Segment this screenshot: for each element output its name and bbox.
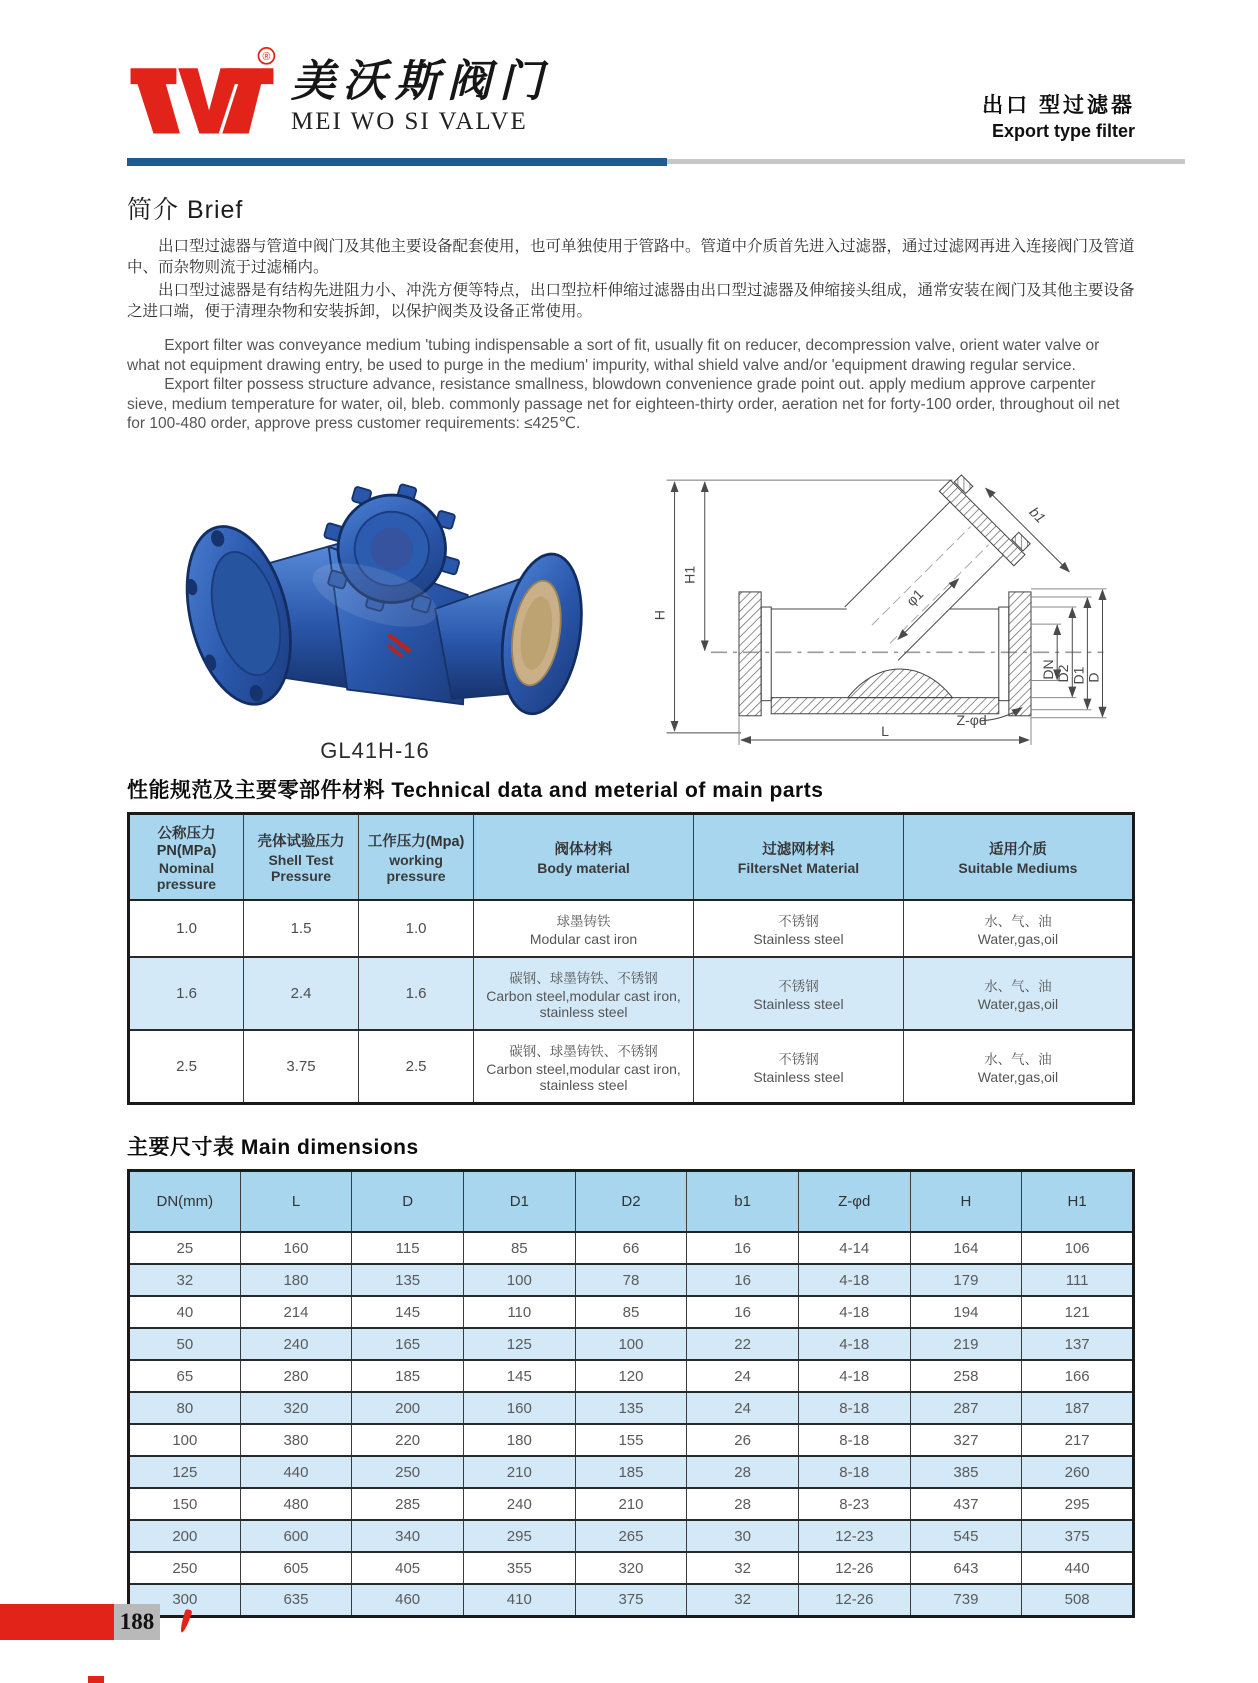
cell: 635 [240, 1584, 352, 1616]
cell: 4-14 [798, 1232, 910, 1264]
cell-text-cn: 水、气、油 [984, 978, 1052, 994]
brief-en-paragraph: Export filter possess structure advance, resistance smallness, blowdown convenience grade point out. apply medium approve carpenter sieve, medium temperature for water, oil, bleb. commonly passage net for eighteen-thirty order, aeration net for forty-100 order, throughout oil net for 100-480 order, approve press customer requirements: ≤425℃. [127, 376, 1120, 432]
dims-table-head-row [129, 1170, 1134, 1232]
table-row [129, 1488, 1134, 1520]
column-header-cn: 适用介质 [988, 841, 1047, 858]
cell: 100 [575, 1328, 687, 1360]
table-row [129, 1328, 1134, 1360]
cell: 40 [129, 1296, 241, 1328]
column-header-cn: 工作压力(Mpa) [367, 833, 465, 850]
dim-label-h: H [651, 609, 668, 620]
cell-text-en: Water,gas,oil [977, 930, 1059, 947]
product-photo-figure [127, 456, 623, 764]
column-header: H [910, 1170, 1022, 1232]
cell: 327 [910, 1424, 1022, 1456]
product-title-en: Export type filter [991, 121, 1135, 141]
cell: 65 [129, 1360, 241, 1392]
cell: 78 [575, 1264, 687, 1296]
page-title [982, 89, 1135, 148]
cell: 545 [910, 1520, 1022, 1552]
cell: 160 [240, 1232, 352, 1264]
cell: 22 [687, 1328, 799, 1360]
table-row [129, 1392, 1134, 1424]
product-title-cn: 出口 型过滤器 [982, 94, 1135, 117]
dims-table-body [129, 1232, 1134, 1616]
cell: 508 [1022, 1584, 1134, 1616]
cell: 1.5 [244, 900, 359, 957]
cell: 340 [352, 1520, 464, 1552]
cell: 300 [129, 1584, 241, 1616]
product-photo [140, 456, 610, 734]
cell: 1.0 [129, 900, 244, 957]
cell: 375 [1022, 1520, 1134, 1552]
divider-blue-segment [127, 158, 667, 166]
column-header: L [240, 1170, 352, 1232]
cell-text-en: Carbon steel,modular cast iron, stainless steel [486, 987, 681, 1020]
cell: 137 [1022, 1328, 1134, 1360]
cell: 605 [240, 1552, 352, 1584]
tech-table-wrap [0, 804, 1258, 1105]
cell-text-cn: 碳钢、球墨铸铁、不锈钢 [509, 970, 658, 986]
column-header-cn: 阀体材料 [554, 841, 613, 858]
cell: 12-23 [798, 1520, 910, 1552]
cell: 220 [352, 1424, 464, 1456]
cell: 200 [129, 1520, 241, 1552]
cell [903, 957, 1133, 1030]
cell: 16 [687, 1264, 799, 1296]
cell: 1.0 [359, 900, 474, 957]
cell: 440 [1022, 1552, 1134, 1584]
column-header-en: Suitable Mediums [958, 859, 1078, 876]
brief-english-text [127, 336, 1135, 434]
cell: 219 [910, 1328, 1022, 1360]
cell: 160 [463, 1392, 575, 1424]
cell: 285 [352, 1488, 464, 1520]
cell-text-cn: 碳钢、球墨铸铁、不锈钢 [509, 1043, 658, 1059]
cell [694, 900, 904, 957]
cell: 28 [687, 1488, 799, 1520]
product-model-caption: GL41H-16 [320, 737, 430, 763]
main-dimensions-table [127, 1169, 1135, 1618]
cell: 1.6 [129, 957, 244, 1030]
column-header [244, 813, 359, 900]
cell: 217 [1022, 1424, 1134, 1456]
cell: 210 [463, 1456, 575, 1488]
cell: 460 [352, 1584, 464, 1616]
cell: 16 [687, 1232, 799, 1264]
table-row [129, 1232, 1134, 1264]
cell: 145 [352, 1296, 464, 1328]
cell-text-en: Carbon steel,modular cast iron, stainless steel [486, 1060, 681, 1093]
dim-label-dn: DN [1040, 658, 1057, 680]
cell-text-en: Stainless steel [753, 995, 844, 1012]
cell: 85 [463, 1232, 575, 1264]
column-header: D1 [463, 1170, 575, 1232]
cell: 25 [129, 1232, 241, 1264]
cell: 2.4 [244, 957, 359, 1030]
cell: 194 [910, 1296, 1022, 1328]
cell-text-en: Stainless steel [753, 930, 844, 947]
cell: 16 [687, 1296, 799, 1328]
cell: 8-18 [798, 1424, 910, 1456]
cell: 85 [575, 1296, 687, 1328]
cell-text-en: Water,gas,oil [977, 1068, 1059, 1085]
cell [903, 900, 1133, 957]
cell: 265 [575, 1520, 687, 1552]
tech-table-head-row [129, 813, 1134, 900]
cell: 240 [240, 1328, 352, 1360]
cell: 1.6 [359, 957, 474, 1030]
column-header-cn: 公称压力PN(MPa) [156, 825, 217, 859]
cell: 4-18 [798, 1360, 910, 1392]
table-row [129, 1424, 1134, 1456]
cell: 8-23 [798, 1488, 910, 1520]
brand-logo-mark-icon [127, 44, 277, 148]
cell: 260 [1022, 1456, 1134, 1488]
tech-data-table [127, 812, 1135, 1105]
table-row [129, 1520, 1134, 1552]
cell: 150 [129, 1488, 241, 1520]
cell: 110 [463, 1296, 575, 1328]
cell: 3.75 [244, 1030, 359, 1104]
cell: 125 [129, 1456, 241, 1488]
cell: 355 [463, 1552, 575, 1584]
column-header-cn: 过滤网材料 [762, 841, 835, 858]
cell: 2.5 [129, 1030, 244, 1104]
footer-red-bar [0, 1604, 114, 1640]
cell: 375 [575, 1584, 687, 1616]
brief-en-paragraph: Export filter was conveyance medium 'tubing indispensable a sort of fit, usually fit on reducer, decompression valve, orient water valve or what not equipment drawing entry, be used to purge in the medium' impurity, withal shield valve and/or 'equipment drawing regular service. [127, 337, 1100, 374]
dims-table-wrap [0, 1161, 1258, 1618]
table-row [129, 1584, 1134, 1616]
cell [694, 957, 904, 1030]
cell: 440 [240, 1456, 352, 1488]
column-header: D2 [575, 1170, 687, 1232]
cell: 187 [1022, 1392, 1134, 1424]
cell [474, 957, 694, 1030]
cell: 385 [910, 1456, 1022, 1488]
cell: 115 [352, 1232, 464, 1264]
dim-label-d2: D2 [1055, 663, 1072, 682]
cell: 4-18 [798, 1328, 910, 1360]
brief-section [0, 190, 1258, 434]
brief-cn-paragraph: 出口型过滤器是有结构先进阻力小、冲洗方便等特点，出口型拉杆伸缩过滤器由出口型过滤器及伸缩接头组成，通常安装在阀门及其他主要设备之进口端，便于清理杂物和安装拆卸，以保护阀类及设备正常使用。 [127, 282, 1135, 320]
table-row [129, 1360, 1134, 1392]
cell: 111 [1022, 1264, 1134, 1296]
cell-text-en: Modular cast iron [529, 930, 638, 947]
page-header [0, 0, 1258, 148]
dim-label-h1: H1 [681, 565, 698, 584]
cell: 380 [240, 1424, 352, 1456]
cell: 145 [463, 1360, 575, 1392]
cell: 410 [463, 1584, 575, 1616]
cell: 295 [463, 1520, 575, 1552]
brand-logo [127, 44, 551, 148]
tech-section-heading: 性能规范及主要零部件材料 Technical data and meterial of main parts [127, 778, 824, 802]
table-row [129, 1264, 1134, 1296]
cell: 8-18 [798, 1392, 910, 1424]
dim-label-l: L [881, 722, 889, 739]
header-divider [127, 158, 1185, 166]
cell: 32 [687, 1584, 799, 1616]
cell: 405 [352, 1552, 464, 1584]
cell: 80 [129, 1392, 241, 1424]
cell: 480 [240, 1488, 352, 1520]
cell: 28 [687, 1456, 799, 1488]
tech-table-body [129, 900, 1134, 1104]
table-row [129, 1456, 1134, 1488]
dim-label-d1: D1 [1070, 666, 1087, 685]
table-row [129, 1552, 1134, 1584]
cell: 135 [352, 1264, 464, 1296]
table-row [129, 957, 1134, 1030]
cell: 66 [575, 1232, 687, 1264]
cell-text-cn: 球墨铸铁 [556, 913, 611, 929]
column-header [359, 813, 474, 900]
cell: 258 [910, 1360, 1022, 1392]
column-header [903, 813, 1133, 900]
brand-text [291, 44, 551, 136]
cell: 12-26 [798, 1552, 910, 1584]
cell-text-en: Stainless steel [753, 1068, 844, 1085]
cell: 210 [575, 1488, 687, 1520]
dimension-drawing [635, 456, 1135, 748]
cell: 24 [687, 1392, 799, 1424]
divider-gray-segment [667, 159, 1185, 164]
brief-chinese-text [127, 236, 1135, 322]
table-row [129, 1296, 1134, 1328]
cell: 179 [910, 1264, 1022, 1296]
dim-label-z-phi-d: Z-φd [956, 711, 987, 728]
cell: 100 [129, 1424, 241, 1456]
brand-name-en: MEI WO SI VALVE [291, 108, 528, 136]
cell: 32 [687, 1552, 799, 1584]
brief-cn-paragraph: 出口型过滤器与管道中阀门及其他主要设备配套使用，也可单独使用于管路中。管道中介质首先进入过滤器，通过过滤网再进入连接阀门及管道中、而杂物则流于过滤桶内。 [127, 238, 1135, 276]
cell-text-cn: 水、气、油 [984, 913, 1052, 929]
cell: 600 [240, 1520, 352, 1552]
cell: 320 [575, 1552, 687, 1584]
cell: 135 [575, 1392, 687, 1424]
cell: 180 [463, 1424, 575, 1456]
column-header: H1 [1022, 1170, 1134, 1232]
cell: 185 [575, 1456, 687, 1488]
cell: 121 [1022, 1296, 1134, 1328]
column-header [129, 813, 244, 900]
column-header: b1 [687, 1170, 799, 1232]
cell-text-cn: 水、气、油 [984, 1051, 1052, 1067]
column-header: D [352, 1170, 464, 1232]
cell-text-cn: 不锈钢 [778, 913, 819, 929]
cell: 185 [352, 1360, 464, 1392]
cell: 295 [1022, 1488, 1134, 1520]
cell: 32 [129, 1264, 241, 1296]
cell: 100 [463, 1264, 575, 1296]
cell: 50 [129, 1328, 241, 1360]
cell: 200 [352, 1392, 464, 1424]
page-edge-mark [88, 1676, 104, 1683]
cell: 26 [687, 1424, 799, 1456]
column-header [694, 813, 904, 900]
cell: 106 [1022, 1232, 1134, 1264]
dim-label-phi1: φ1 [903, 585, 927, 609]
cell: 287 [910, 1392, 1022, 1424]
cell: 320 [240, 1392, 352, 1424]
cell: 214 [240, 1296, 352, 1328]
cell: 12-26 [798, 1584, 910, 1616]
table-row [129, 900, 1134, 957]
dim-label-d: D [1085, 671, 1102, 683]
cell: 643 [910, 1552, 1022, 1584]
cell-text-cn: 不锈钢 [778, 978, 819, 994]
cell: 30 [687, 1520, 799, 1552]
cell [474, 900, 694, 957]
page-footer [0, 1604, 189, 1640]
column-header-cn: 壳体试验压力 [257, 833, 345, 850]
cell: 155 [575, 1424, 687, 1456]
cell: 8-18 [798, 1456, 910, 1488]
dims-section-heading: 主要尺寸表 Main dimensions [127, 1135, 419, 1159]
dim-label-b1: b1 [1026, 503, 1049, 526]
red-tick-mark [178, 1609, 192, 1634]
column-header-en: Nominal pressure [156, 859, 217, 892]
cell: 4-18 [798, 1296, 910, 1328]
cell-text-cn: 不锈钢 [778, 1051, 819, 1067]
cell [903, 1030, 1133, 1104]
cell: 240 [463, 1488, 575, 1520]
table-row [129, 1030, 1134, 1104]
cell: 4-18 [798, 1264, 910, 1296]
cell: 165 [352, 1328, 464, 1360]
column-header-en: Body material [537, 859, 630, 876]
cell: 2.5 [359, 1030, 474, 1104]
cell: 437 [910, 1488, 1022, 1520]
cell [474, 1030, 694, 1104]
column-header-en: working pressure [386, 851, 446, 884]
column-header: Z-φd [798, 1170, 910, 1232]
cell-text-en: Water,gas,oil [977, 995, 1059, 1012]
brand-name-cn: 美沃斯阀门 [291, 56, 551, 107]
column-header [474, 813, 694, 900]
figures-row [0, 434, 1258, 764]
cell: 280 [240, 1360, 352, 1392]
cell: 166 [1022, 1360, 1134, 1392]
cell: 739 [910, 1584, 1022, 1616]
cell: 164 [910, 1232, 1022, 1264]
cell: 180 [240, 1264, 352, 1296]
dimension-drawing-figure [623, 456, 1135, 748]
cell: 125 [463, 1328, 575, 1360]
cell [694, 1030, 904, 1104]
cell: 250 [352, 1456, 464, 1488]
registered-mark: ® [262, 50, 271, 63]
cell: 120 [575, 1360, 687, 1392]
cell: 250 [129, 1552, 241, 1584]
page-number-box [114, 1604, 160, 1640]
page-number: 188 [119, 1609, 155, 1634]
cell: 24 [687, 1360, 799, 1392]
column-header-en: FiltersNet Material [737, 859, 860, 876]
column-header-en: Shell Test Pressure [268, 851, 334, 884]
column-header: DN(mm) [129, 1170, 241, 1232]
brief-heading: 简介 Brief [127, 196, 244, 224]
